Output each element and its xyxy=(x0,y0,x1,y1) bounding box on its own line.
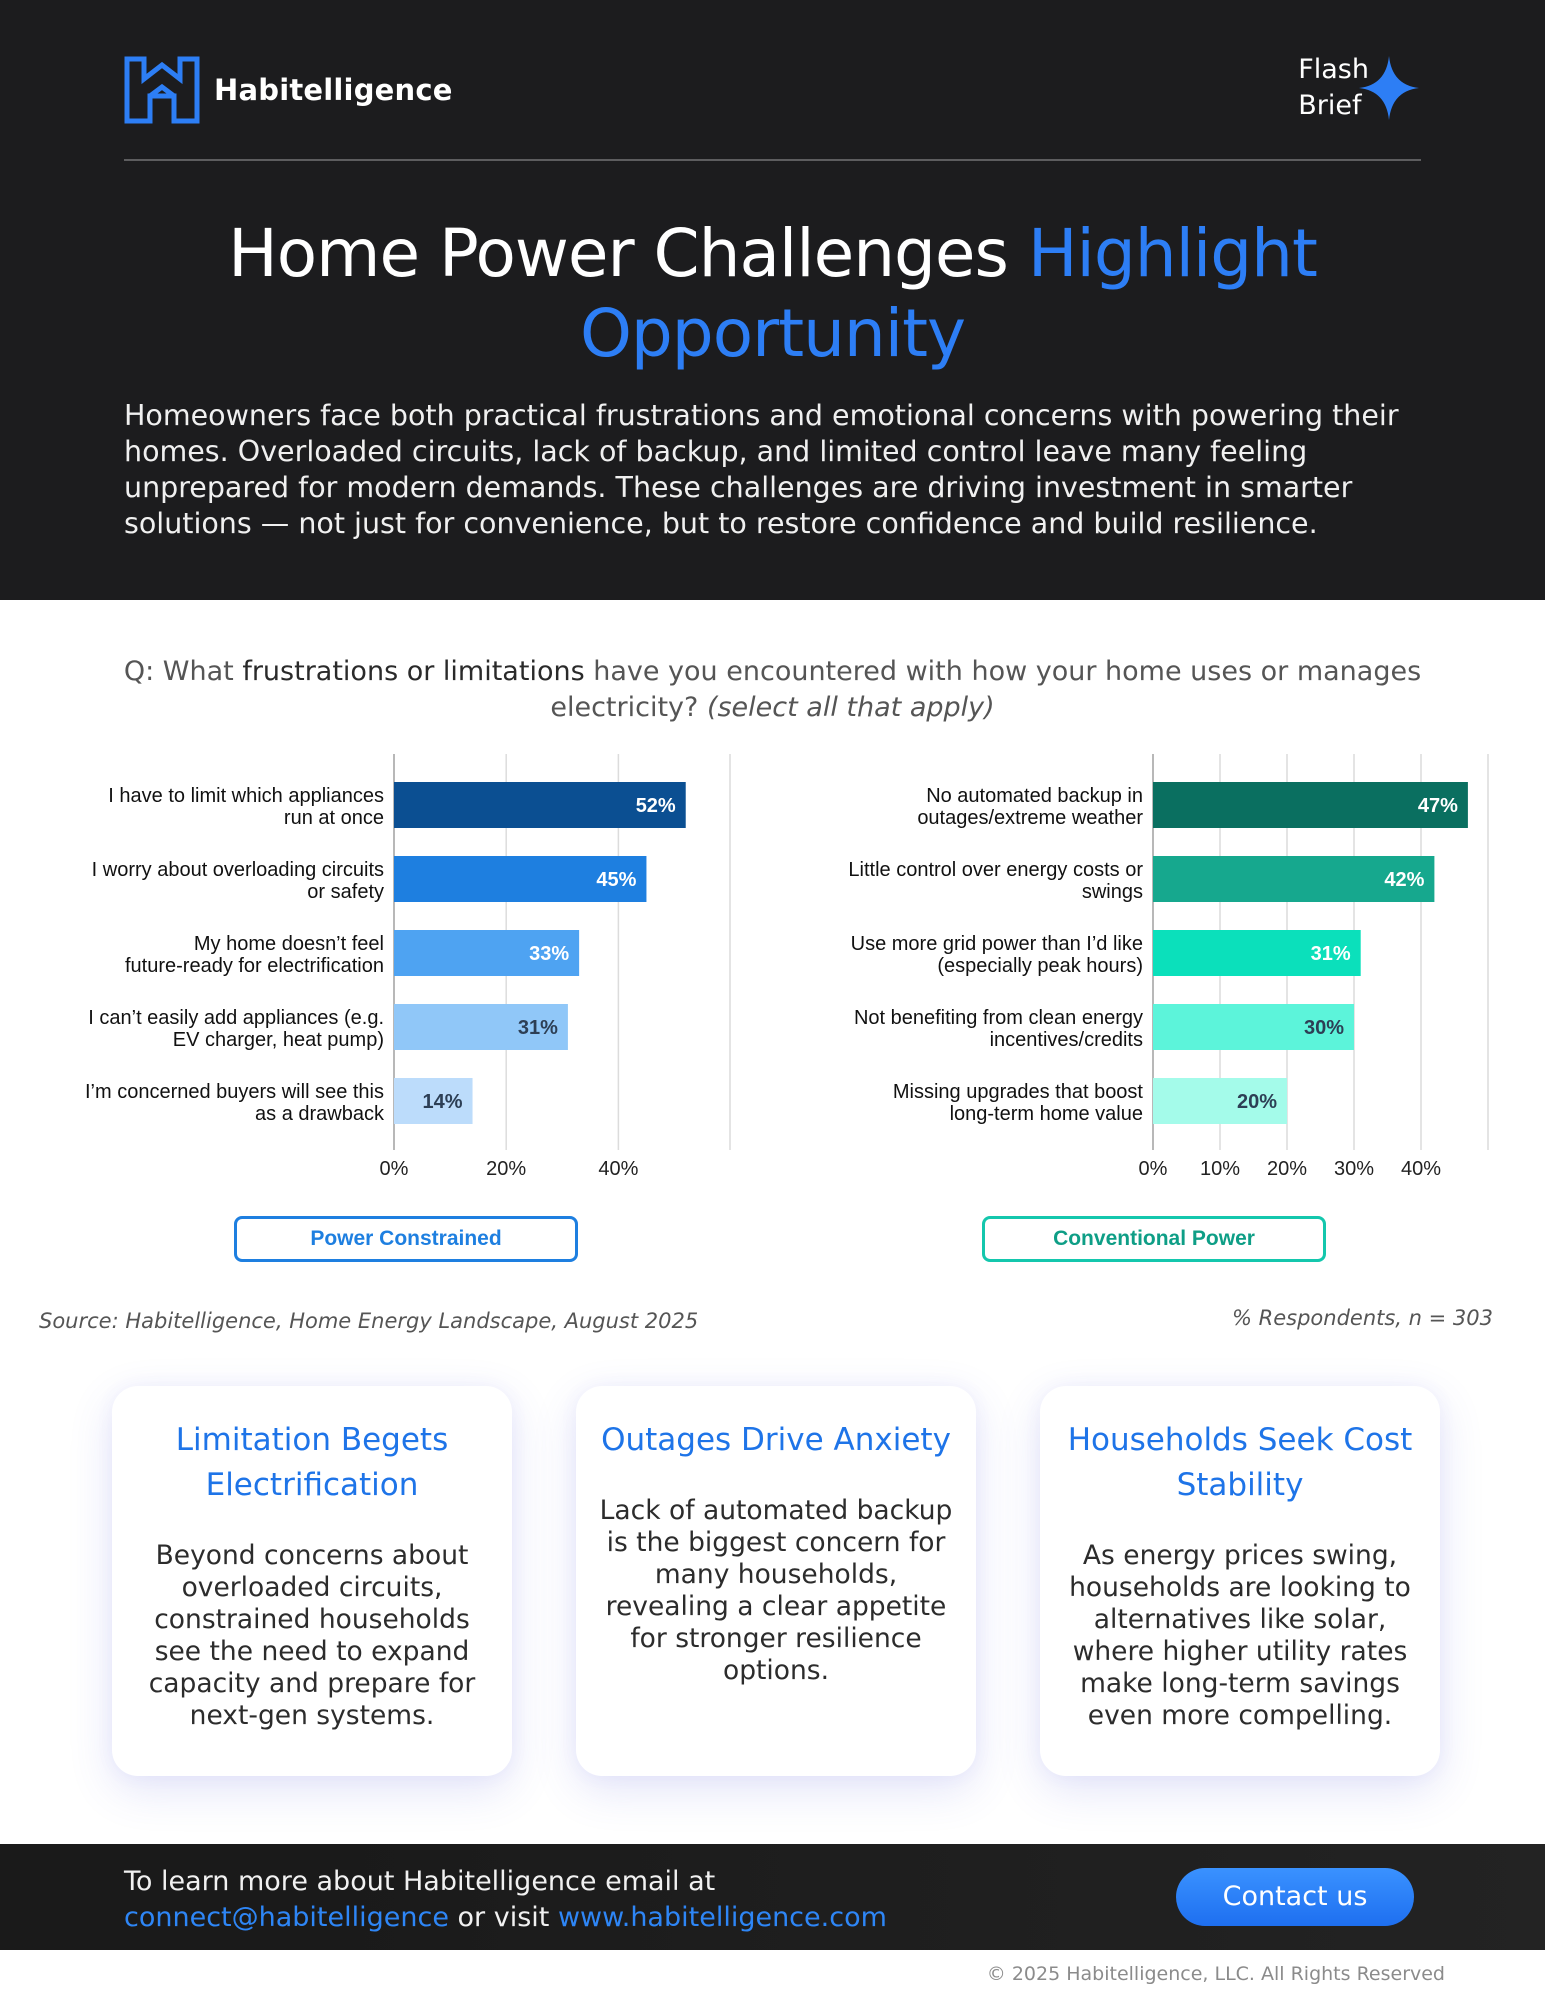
bar-value-label: 31% xyxy=(1310,943,1351,965)
category-label: Missing upgrades that boost xyxy=(892,1081,1143,1103)
title-highlight: Highlight Opportunity xyxy=(579,215,1317,372)
insight-card xyxy=(112,1386,512,1776)
x-tick-label: 30% xyxy=(1333,1158,1375,1180)
power-constrained-bar-chart xyxy=(0,752,760,1182)
header-divider xyxy=(124,159,1421,161)
website-link[interactable]: www.habitelligence.com xyxy=(557,1902,887,1933)
category-label: I have to limit which appliances xyxy=(108,785,384,807)
bar-value-label: 47% xyxy=(1417,795,1458,817)
category-label: No automated backup in xyxy=(926,785,1143,807)
footer-contact-text xyxy=(124,1864,887,1936)
category-label: I can’t easily add appliances (e.g. xyxy=(88,1007,384,1029)
category-label: or safety xyxy=(307,881,384,903)
brief-label: Brief xyxy=(1298,90,1362,121)
category-label: as a drawback xyxy=(255,1103,384,1125)
category-label: incentives/credits xyxy=(989,1029,1143,1051)
card-title: Limitation Begets Electrification xyxy=(175,1422,449,1503)
bar-value-label: 31% xyxy=(517,1017,558,1039)
question-prefix: Q: What xyxy=(123,656,243,687)
title-main: Home Power Challenges xyxy=(228,215,1028,292)
category-label: Not benefiting from clean energy xyxy=(853,1007,1143,1029)
category-label: I worry about overloading circuits xyxy=(91,859,384,881)
category-label: outages/extreme weather xyxy=(917,807,1143,829)
brand[interactable] xyxy=(124,56,453,124)
conventional-power-bar-chart xyxy=(757,752,1517,1182)
category-label: run at once xyxy=(283,807,384,829)
email-link[interactable]: connect@habitelligence xyxy=(124,1902,449,1933)
x-tick-label: 10% xyxy=(1199,1158,1241,1180)
question-note: (select all that apply) xyxy=(706,692,995,723)
insight-card xyxy=(1040,1386,1440,1776)
bar-value-label: 20% xyxy=(1236,1091,1277,1113)
footer-line: To learn more about Habitelligence email at xyxy=(124,1866,716,1897)
intro-paragraph: Homeowners face both practical frustrations and emotional concerns with powering their homes. Overloaded circuits, lack of backup, and limited control leave many feeling unprepared for modern demands. These challenges are driving investment in smarter solutions — not just for convenience, but to restore confidence and build resilience. xyxy=(124,399,1399,540)
card-title: Outages Drive Anxiety xyxy=(601,1422,951,1458)
legend-conventional-power: Conventional Power xyxy=(982,1216,1326,1262)
x-tick-label: 40% xyxy=(1400,1158,1442,1180)
category-label: (especially peak hours) xyxy=(937,955,1143,977)
bar-value-label: 33% xyxy=(529,943,570,965)
bar-value-label: 42% xyxy=(1384,869,1425,891)
x-tick-label: 0% xyxy=(379,1158,409,1180)
conventional-power-chart xyxy=(757,752,1517,1182)
survey-question xyxy=(60,654,1485,726)
card-body: Beyond concerns about overloaded circuits, constrained households see the need to expand capacity and prepare for next-gen systems. xyxy=(148,1540,476,1731)
x-tick-label: 40% xyxy=(598,1158,639,1180)
category-label: My home doesn’t feel xyxy=(193,933,384,955)
card-body: As energy prices swing, households are looking to alternatives like solar, where higher utility rates make long-term savings even more compelling. xyxy=(1069,1540,1411,1731)
contact-us-button[interactable]: Contact us xyxy=(1176,1868,1414,1926)
question-emphasis: frustrations or limitations xyxy=(242,656,585,687)
x-tick-label: 0% xyxy=(1138,1158,1168,1180)
x-tick-label: 20% xyxy=(486,1158,527,1180)
category-label: EV charger, heat pump) xyxy=(172,1029,384,1051)
category-label: Little control over energy costs or xyxy=(848,859,1143,881)
bar-value-label: 52% xyxy=(635,795,676,817)
brand-name: Habitelligence xyxy=(214,73,453,107)
question-middle: have you encountered with how your home uses or manages electricity? xyxy=(550,656,1422,723)
source-note: Source: Habitelligence, Home Energy Landscape, August 2025 xyxy=(39,1309,699,1333)
card-body: Lack of automated backup is the biggest concern for many households, revealing a clear appetite for stronger resilience options. xyxy=(599,1495,953,1686)
sparkle-icon xyxy=(1359,56,1419,120)
bar-value-label: 30% xyxy=(1303,1017,1344,1039)
category-label: swings xyxy=(1081,881,1143,903)
category-label: future-ready for electrification xyxy=(124,955,384,977)
x-tick-label: 20% xyxy=(1266,1158,1308,1180)
category-label: I’m concerned buyers will see this xyxy=(84,1081,384,1103)
power-constrained-chart xyxy=(0,752,760,1182)
category-label: Use more grid power than I’d like xyxy=(850,933,1143,955)
respondents-note: % Respondents, n = 303 xyxy=(1232,1306,1493,1330)
page-title xyxy=(124,214,1421,374)
bar-value-label: 45% xyxy=(596,869,637,891)
house-logo-icon xyxy=(124,56,200,124)
footer-band xyxy=(0,1844,1545,1950)
or-visit-text: or visit xyxy=(448,1902,558,1933)
bar-value-label: 14% xyxy=(422,1091,463,1113)
legend-power-constrained: Power Constrained xyxy=(234,1216,578,1262)
header-band xyxy=(0,0,1545,600)
card-title: Households Seek Cost Stability xyxy=(1067,1422,1413,1503)
insight-card xyxy=(576,1386,976,1776)
flash-label: Flash xyxy=(1298,54,1369,85)
copyright-notice: © 2025 Habitelligence, LLC. All Rights Reserved xyxy=(986,1963,1445,1985)
category-label: long-term home value xyxy=(949,1103,1143,1125)
